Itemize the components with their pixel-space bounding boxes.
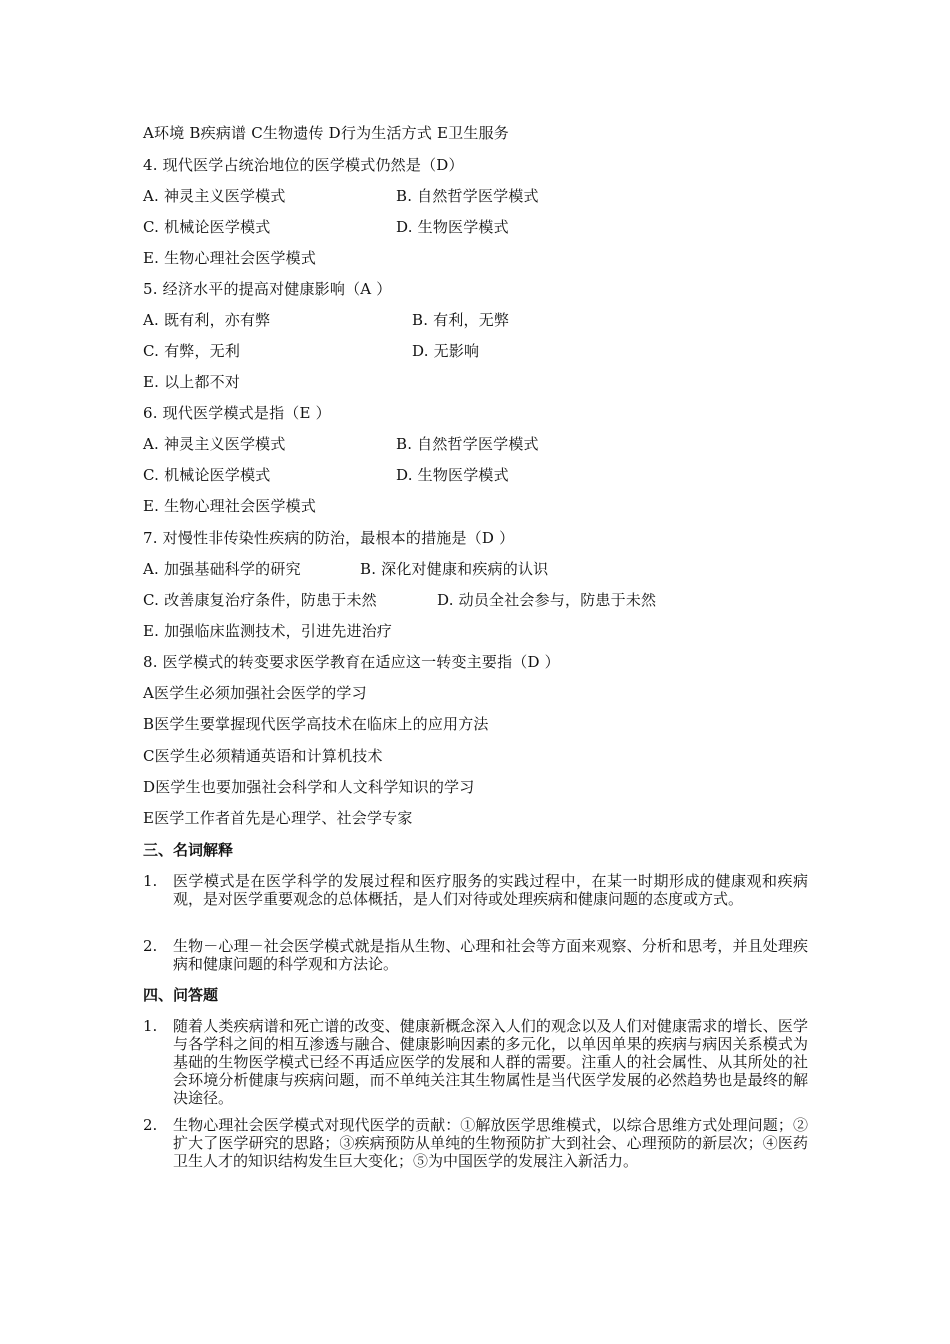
q7-option-b: B. 深化对健康和疾病的认识 xyxy=(360,560,549,578)
q3-options-line: A环境 B疾病谱 C生物遗传 D行为生活方式 E卫生服务 xyxy=(143,124,509,142)
q5-option-d: D. 无影响 xyxy=(412,342,480,360)
q4-option-b: B. 自然哲学医学模式 xyxy=(396,187,539,205)
q7-stem: 7. 对慢性非传染性疾病的防治，最根本的措施是（D ） xyxy=(143,529,515,547)
q4-stem: 4. 现代医学占统治地位的医学模式仍然是（D） xyxy=(143,156,464,174)
q5-option-a: A. 既有利，亦有弊 xyxy=(143,311,271,329)
section3-heading: 三、名词解释 xyxy=(143,841,234,859)
item-text: 生物心理社会医学模式对现代医学的贡献：①解放医学思维模式，以综合思维方式处理问题；②扩大了医学研究的思路；③疾病预防从单纯的生物预防扩大到社会、心理预防的新层次；④医药卫生人才的知识结构发生巨大变化；⑤为中国医学的发展注入新活力。 xyxy=(173,1116,808,1170)
q7-option-c: C. 改善康复治疗条件，防患于未然 xyxy=(143,591,377,609)
section4-heading: 四、问答题 xyxy=(143,986,219,1004)
q5-stem: 5. 经济水平的提高对健康影响（A ） xyxy=(143,280,392,298)
q8-option-c: C医学生必须精通英语和计算机技术 xyxy=(143,747,383,765)
q4-option-d: D. 生物医学模式 xyxy=(396,218,509,236)
q5-option-c: C. 有弊，无利 xyxy=(143,342,241,360)
item-number: 1. xyxy=(143,872,158,890)
item-number: 2. xyxy=(143,1116,158,1134)
item-number: 2. xyxy=(143,937,158,955)
q6-option-e: E. 生物心理社会医学模式 xyxy=(143,497,317,515)
q8-option-b: B医学生要掌握现代医学高技术在临床上的应用方法 xyxy=(143,715,489,733)
q6-stem: 6. 现代医学模式是指（E ） xyxy=(143,404,331,422)
q4-option-c: C. 机械论医学模式 xyxy=(143,218,271,236)
q5-option-b: B. 有利，无弊 xyxy=(412,311,510,329)
section3-item-1 xyxy=(143,872,808,908)
q6-option-c: C. 机械论医学模式 xyxy=(143,466,271,484)
q7-option-a: A. 加强基础科学的研究 xyxy=(143,560,301,578)
q8-option-d: D医学生也要加强社会科学和人文科学知识的学习 xyxy=(143,778,475,796)
q8-option-a: A医学生必须加强社会医学的学习 xyxy=(143,684,367,702)
q7-option-e: E. 加强临床监测技术，引进先进治疗 xyxy=(143,622,393,640)
q6-option-a: A. 神灵主义医学模式 xyxy=(143,435,286,453)
item-number: 1. xyxy=(143,1017,158,1035)
q4-option-e: E. 生物心理社会医学模式 xyxy=(143,249,317,267)
section4-item-2 xyxy=(143,1116,808,1170)
q8-option-e: E医学工作者首先是心理学、社会学专家 xyxy=(143,809,413,827)
item-text: 随着人类疾病谱和死亡谱的改变、健康新概念深入人们的观念以及人们对健康需求的增长、医学与各学科之间的相互渗透与融合、健康影响因素的多元化，以单因单果的疾病与病因关系模式为基础的生物医学模式已经不再适应医学的发展和人群的需要。注重人的社会属性、从其所处的社会环境分析健康与疾病问题，而不单纯关注其生物属性是当代医学发展的必然趋势也是最终的解决途径。 xyxy=(173,1017,808,1107)
section4-item-1 xyxy=(143,1017,808,1107)
q6-option-d: D. 生物医学模式 xyxy=(396,466,509,484)
q6-option-b: B. 自然哲学医学模式 xyxy=(396,435,539,453)
q7-option-d: D. 动员全社会参与，防患于未然 xyxy=(437,591,657,609)
q4-option-a: A. 神灵主义医学模式 xyxy=(143,187,286,205)
item-text: 生物－心理－社会医学模式就是指从生物、心理和社会等方面来观察、分析和思考，并且处理疾病和健康问题的科学观和方法论。 xyxy=(173,937,808,973)
q8-stem: 8. 医学模式的转变要求医学教育在适应这一转变主要指（D ） xyxy=(143,653,560,671)
q5-option-e: E. 以上都不对 xyxy=(143,373,241,391)
section3-item-2 xyxy=(143,937,808,973)
item-text: 医学模式是在医学科学的发展过程和医疗服务的实践过程中，在某一时期形成的健康观和疾病观，是对医学重要观念的总体概括，是人们对待或处理疾病和健康问题的态度或方式。 xyxy=(173,872,808,908)
